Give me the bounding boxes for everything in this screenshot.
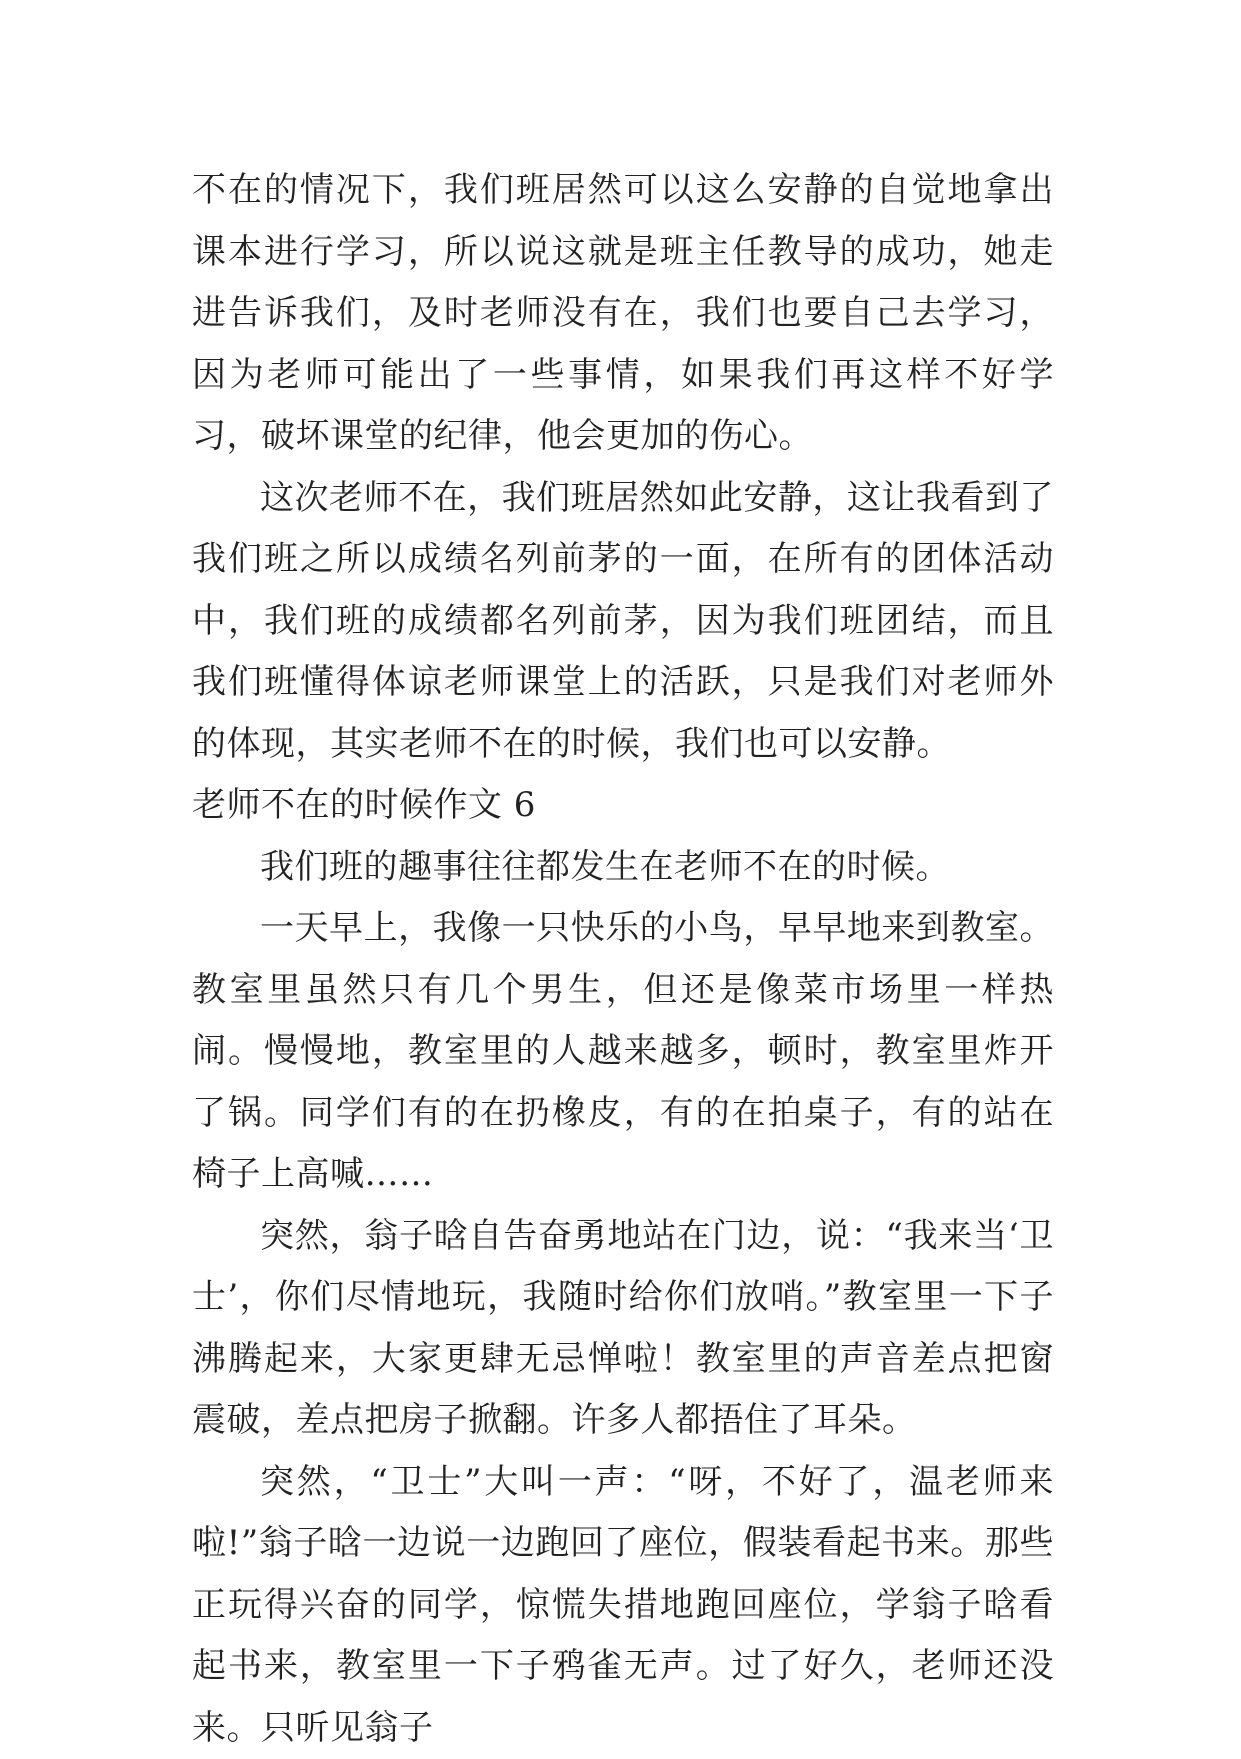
section-paragraph-1: 我们班的趣事往往都发生在老师不在的时候。 xyxy=(192,837,1054,899)
paragraph-1: 不在的情况下，我们班居然可以这么安静的自觉地拿出课本进行学习，所以说这就是班主任教导的成功，她走进告诉我们，及时老师没有在，我们也要自己去学习，因为老师可能出了一些事情，如果我们再这样不好学习，破坏课堂的纪律，他会更加的伤心。 xyxy=(192,160,1054,468)
paragraph-2: 这次老师不在，我们班居然如此安静，这让我看到了我们班之所以成绩名列前茅的一面，在所有的团体活动中，我们班的成绩都名列前茅，因为我们班团结，而且我们班懂得体谅老师课堂上的活跃，只是我们对老师外的体现，其实老师不在的时候，我们也可以安静。 xyxy=(192,468,1054,776)
section-paragraph-4: 突然，“卫士”大叫一声：“呀，不好了，温老师来啦!”翁子晗一边说一边跑回了座位，假装看起书来。那些正玩得兴奋的同学，惊慌失措地跑回座位，学翁子晗看起书来，教室里一下子鸦雀无声。过了好久，老师还没来。只听见翁子 xyxy=(192,1452,1054,1759)
section-title: 老师不在的时候作文 6 xyxy=(192,775,1054,837)
document-page xyxy=(192,160,1054,1759)
section-paragraph-2: 一天早上，我像一只快乐的小鸟，早早地来到教室。教室里虽然只有几个男生，但还是像菜市场里一样热闹。慢慢地，教室里的人越来越多，顿时，教室里炸开了锅。同学们有的在扔橡皮，有的在拍桌子，有的站在椅子上高喊…… xyxy=(192,898,1054,1206)
section-paragraph-3: 突然，翁子晗自告奋勇地站在门边，说：“我来当‘卫士’，你们尽情地玩，我随时给你们放哨。”教室里一下子沸腾起来，大家更肆无忌惮啦！教室里的声音差点把窗震破，差点把房子掀翻。许多人都捂住了耳朵。 xyxy=(192,1206,1054,1452)
